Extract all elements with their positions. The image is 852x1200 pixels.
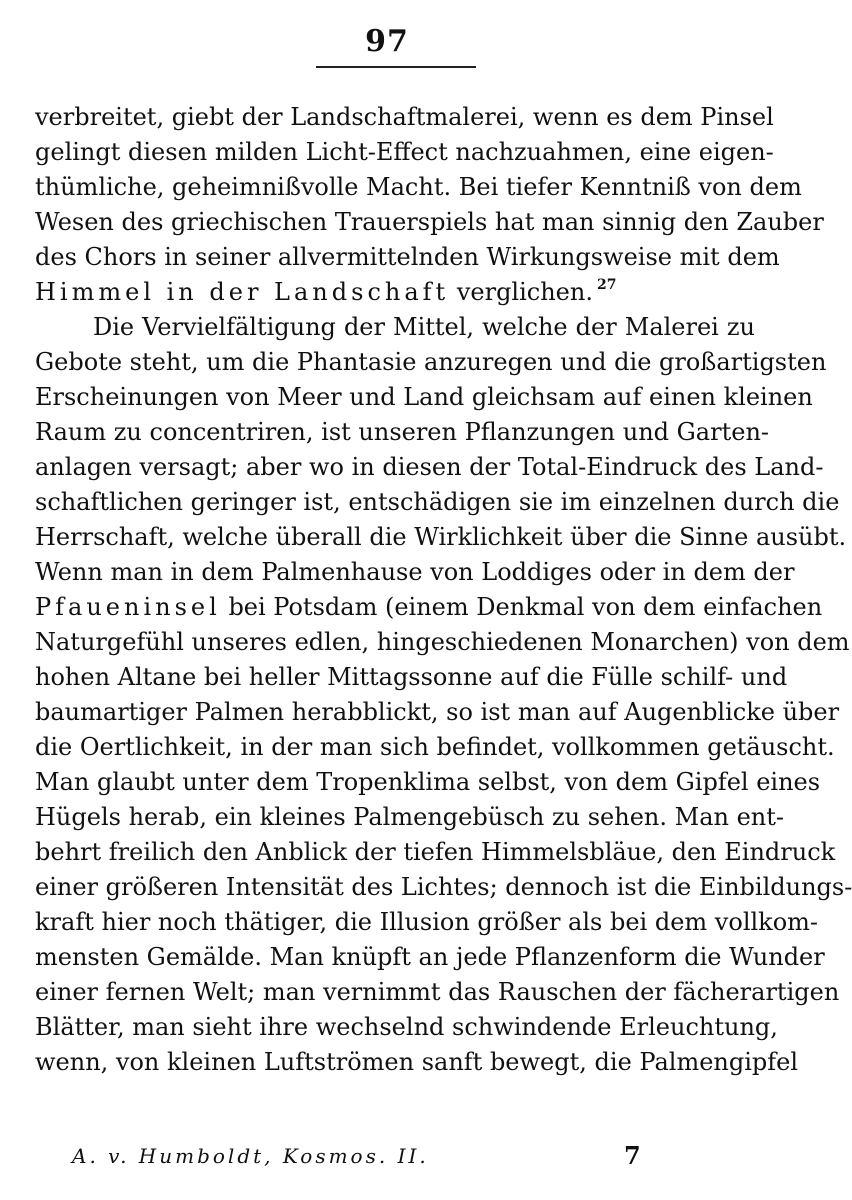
text-line: Naturgefühl unseres edlen, hingeschiedenen Monarchen) von dem bbox=[35, 628, 850, 656]
footnote-reference: 27 bbox=[596, 277, 617, 293]
text-line: baumartiger Palmen herabblickt, so ist man auf Augenblicke über bbox=[35, 698, 840, 726]
text-line: Gebote steht, um die Phantasie anzuregen und die großartigsten bbox=[35, 348, 827, 376]
text-line: des Chors in seiner allvermittelnden Wirkungsweise mit dem bbox=[35, 243, 780, 271]
header-rule bbox=[316, 66, 476, 68]
text-line: Erscheinungen von Meer und Land gleichsam auf einen kleinen bbox=[35, 383, 813, 411]
text-line: schaftlichen geringer ist, entschädigen sie im einzelnen durch die bbox=[35, 488, 840, 516]
text-line: Blätter, man sieht ihre wechselnd schwindende Erleuchtung, bbox=[35, 1013, 778, 1041]
text-line: Wesen des griechischen Trauerspiels hat man sinnig den Zauber bbox=[35, 208, 824, 236]
page-footer bbox=[72, 1138, 772, 1174]
text-line: wenn, von kleinen Luftströmen sanft bewegt, die Palmengipfel bbox=[35, 1048, 799, 1076]
text-line: Wenn man in dem Palmenhause von Loddiges oder in dem der bbox=[35, 558, 795, 586]
text-fragment: verglichen. bbox=[456, 278, 593, 306]
text-line bbox=[35, 590, 823, 625]
text-line: einer fernen Welt; man vernimmt das Rauschen der fächerartigen bbox=[35, 978, 840, 1006]
text-line: anlagen versagt; aber wo in diesen der Total-Eindruck des Land- bbox=[35, 453, 824, 481]
text-line bbox=[35, 275, 755, 310]
text-line: die Oertlichkeit, in der man sich befindet, vollkommen getäuscht. bbox=[35, 733, 835, 761]
text-line: Die Vervielfältigung der Mittel, welche der Malerei zu bbox=[93, 313, 755, 341]
text-line: behrt freilich den Anblick der tiefen Himmelsbläue, den Eindruck bbox=[35, 838, 836, 866]
text-fragment: bei Potsdam (einem Denkmal von dem einfachen bbox=[228, 593, 823, 621]
text-line: Man glaubt unter dem Tropenklima selbst, von dem Gipfel eines bbox=[35, 768, 821, 796]
text-line: Herrschaft, welche überall die Wirklichkeit über die Sinne ausübt. bbox=[35, 523, 847, 551]
text-line: mensten Gemälde. Man knüpft an jede Pflanzenform die Wunder bbox=[35, 943, 825, 971]
text-line: gelingt diesen milden Licht-Effect nachzuahmen, eine eigen- bbox=[35, 138, 774, 166]
signature-mark: A. v. Humboldt, Kosmos. II. bbox=[72, 1144, 429, 1168]
text-line: kraft hier noch thätiger, die Illusion größer als bei dem vollkom- bbox=[35, 908, 819, 936]
text-line: hohen Altane bei heller Mittagssonne auf die Fülle schilf- und bbox=[35, 663, 788, 691]
text-line: Hügels herab, ein kleines Palmengebüsch zu sehen. Man ent- bbox=[35, 803, 785, 831]
page-number: 97 bbox=[365, 24, 409, 59]
spaced-emphasis: Himmel in der Landschaft bbox=[35, 278, 450, 306]
body-text bbox=[35, 100, 852, 1080]
text-line: einer größeren Intensität des Lichtes; dennoch ist die Einbildungs- bbox=[35, 873, 852, 901]
sheet-number: 7 bbox=[624, 1141, 641, 1170]
spaced-emphasis: Pfaueninsel bbox=[35, 593, 221, 621]
text-line: Raum zu concentriren, ist unseren Pflanzungen und Garten- bbox=[35, 418, 770, 446]
text-line: thümliche, geheimnißvolle Macht. Bei tiefer Kenntniß von dem bbox=[35, 173, 802, 201]
text-line: verbreitet, giebt der Landschaftmalerei, wenn es dem Pinsel bbox=[35, 103, 774, 131]
